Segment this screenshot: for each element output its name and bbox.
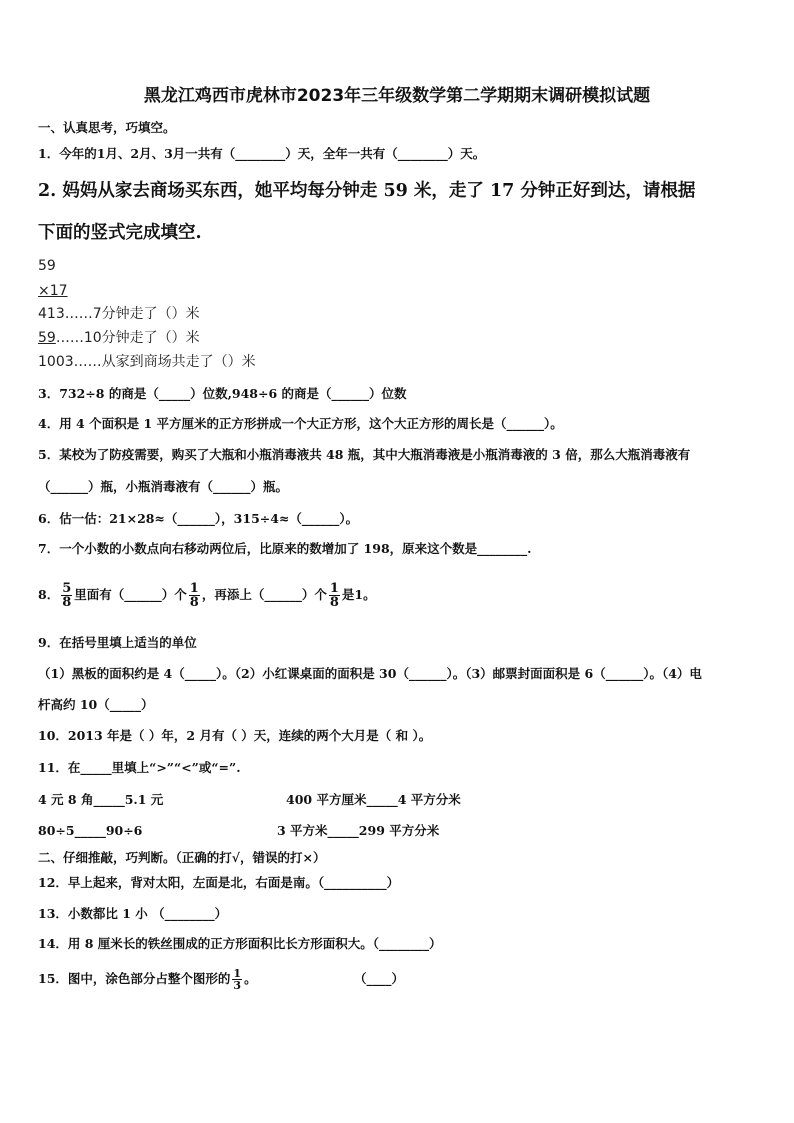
question-11-d: 3 平方米_____299 平方分米: [277, 823, 440, 838]
q8-fraction-3-denominator: 8: [329, 595, 339, 610]
question-9-line-2: 杆高约 10（_____）: [38, 697, 154, 712]
question-15-answer-blank: （____）: [354, 971, 405, 986]
question-11-a: 4 元 8 角_____5.1 元: [38, 792, 164, 807]
q8-fraction-2-numerator: 1: [189, 581, 199, 596]
question-11-b: 400 平方厘米_____4 平方分米: [286, 792, 461, 807]
question-10: 10．2013 年是（ ）年，2 月有（ ）天，连续的两个大月是（ 和 ）。: [38, 728, 432, 743]
calc-line-4-number: 59: [38, 330, 56, 346]
question-2-line-2: 下面的竖式完成填空.: [38, 223, 202, 243]
q8-prefix: 8．: [38, 587, 60, 602]
calc-line-5: 1003……从家到商场共走了（）米: [38, 354, 256, 370]
q8-fraction-3: [329, 582, 340, 609]
question-15: [38, 965, 257, 993]
q15-fraction-numerator: 1: [233, 967, 242, 980]
calc-line-4: [38, 329, 200, 347]
q15-fraction: [232, 968, 242, 991]
calc-line-2: ×17: [38, 283, 68, 299]
q15-text: 15．图中，涂色部分占整个图形的: [38, 971, 231, 986]
q15-fraction-denominator: 3: [233, 979, 242, 992]
q8-fraction-3-numerator: 1: [329, 581, 339, 596]
question-3: 3．732÷8 的商是（_____）位数,948÷6 的商是（______）位数: [38, 386, 407, 401]
page-title: 黑龙江鸡西市虎林市2023年三年级数学第二学期期末调研模拟试题: [143, 86, 651, 106]
question-12: 12．早上起来，背对太阳，左面是北，右面是南。（__________）: [38, 875, 400, 890]
q8-fraction-2-denominator: 8: [189, 595, 199, 610]
question-11-c: 80÷5_____90÷6: [38, 823, 143, 838]
question-9-heading: 9．在括号里填上适当的单位: [38, 635, 197, 650]
calc-line-3: 413……7分钟走了（）米: [38, 306, 200, 322]
question-14: 14．用 8 厘米长的铁丝围成的正方形面积比长方形面积大。（________）: [38, 936, 442, 951]
q8-fraction-1-denominator: 8: [62, 595, 72, 610]
calc-line-4-text: ……10分钟走了（）米: [55, 330, 200, 346]
question-5-line-1: 5．某校为了防疫需要，购买了大瓶和小瓶消毒液共 48 瓶，其中大瓶消毒液是小瓶消毒液的 3 倍，那么大瓶消毒液有: [38, 447, 691, 462]
section-1-heading: 一、认真思考，巧填空。: [38, 120, 176, 135]
question-2-line-1: 2. 妈妈从家去商场买东西，她平均每分钟走 59 米，走了 17 分钟正好到达，请根据: [38, 181, 696, 201]
q8-text-1: 里面有（______）个: [74, 587, 187, 602]
calc-line-1: 59: [38, 258, 56, 274]
q8-fraction-2: [189, 582, 200, 609]
q8-fraction-1: [61, 582, 72, 609]
question-8: [38, 580, 376, 610]
question-4: 4．用 4 个面积是 1 平方厘米的正方形拼成一个大正方形，这个大正方形的周长是（______）。: [38, 416, 563, 431]
question-9-line-1: （1）黑板的面积约是 4（_____）。（2）小红课桌面的面积是 30（______）。（3）邮票封面面积是 6（______）。（4）电: [38, 666, 702, 681]
q15-suffix: 。: [244, 971, 257, 986]
section-2-heading: 二、仔细推敲，巧判断。（正确的打√，错误的打×）: [38, 850, 326, 865]
q8-text-2: ，再添上（______）个: [201, 587, 327, 602]
question-6: 6．估一估：21×28≈（______），315÷4≈（______）。: [38, 511, 359, 526]
q8-fraction-1-numerator: 5: [62, 581, 72, 596]
question-5-line-2: （______）瓶，小瓶消毒液有（______）瓶。: [38, 479, 289, 494]
question-11-heading: 11．在_____里填上“>”“<”或“=”.: [38, 760, 241, 775]
question-7: 7．一个小数的小数点向右移动两位后，比原来的数增加了 198，原来这个数是________.: [38, 541, 532, 556]
question-1: 1．今年的1月、2月、3月一共有（________）天，全年一共有（________）天。: [38, 146, 486, 161]
question-13: 13．小数都比 1 小 （________）: [38, 906, 228, 921]
q8-suffix: 是1。: [341, 587, 376, 602]
